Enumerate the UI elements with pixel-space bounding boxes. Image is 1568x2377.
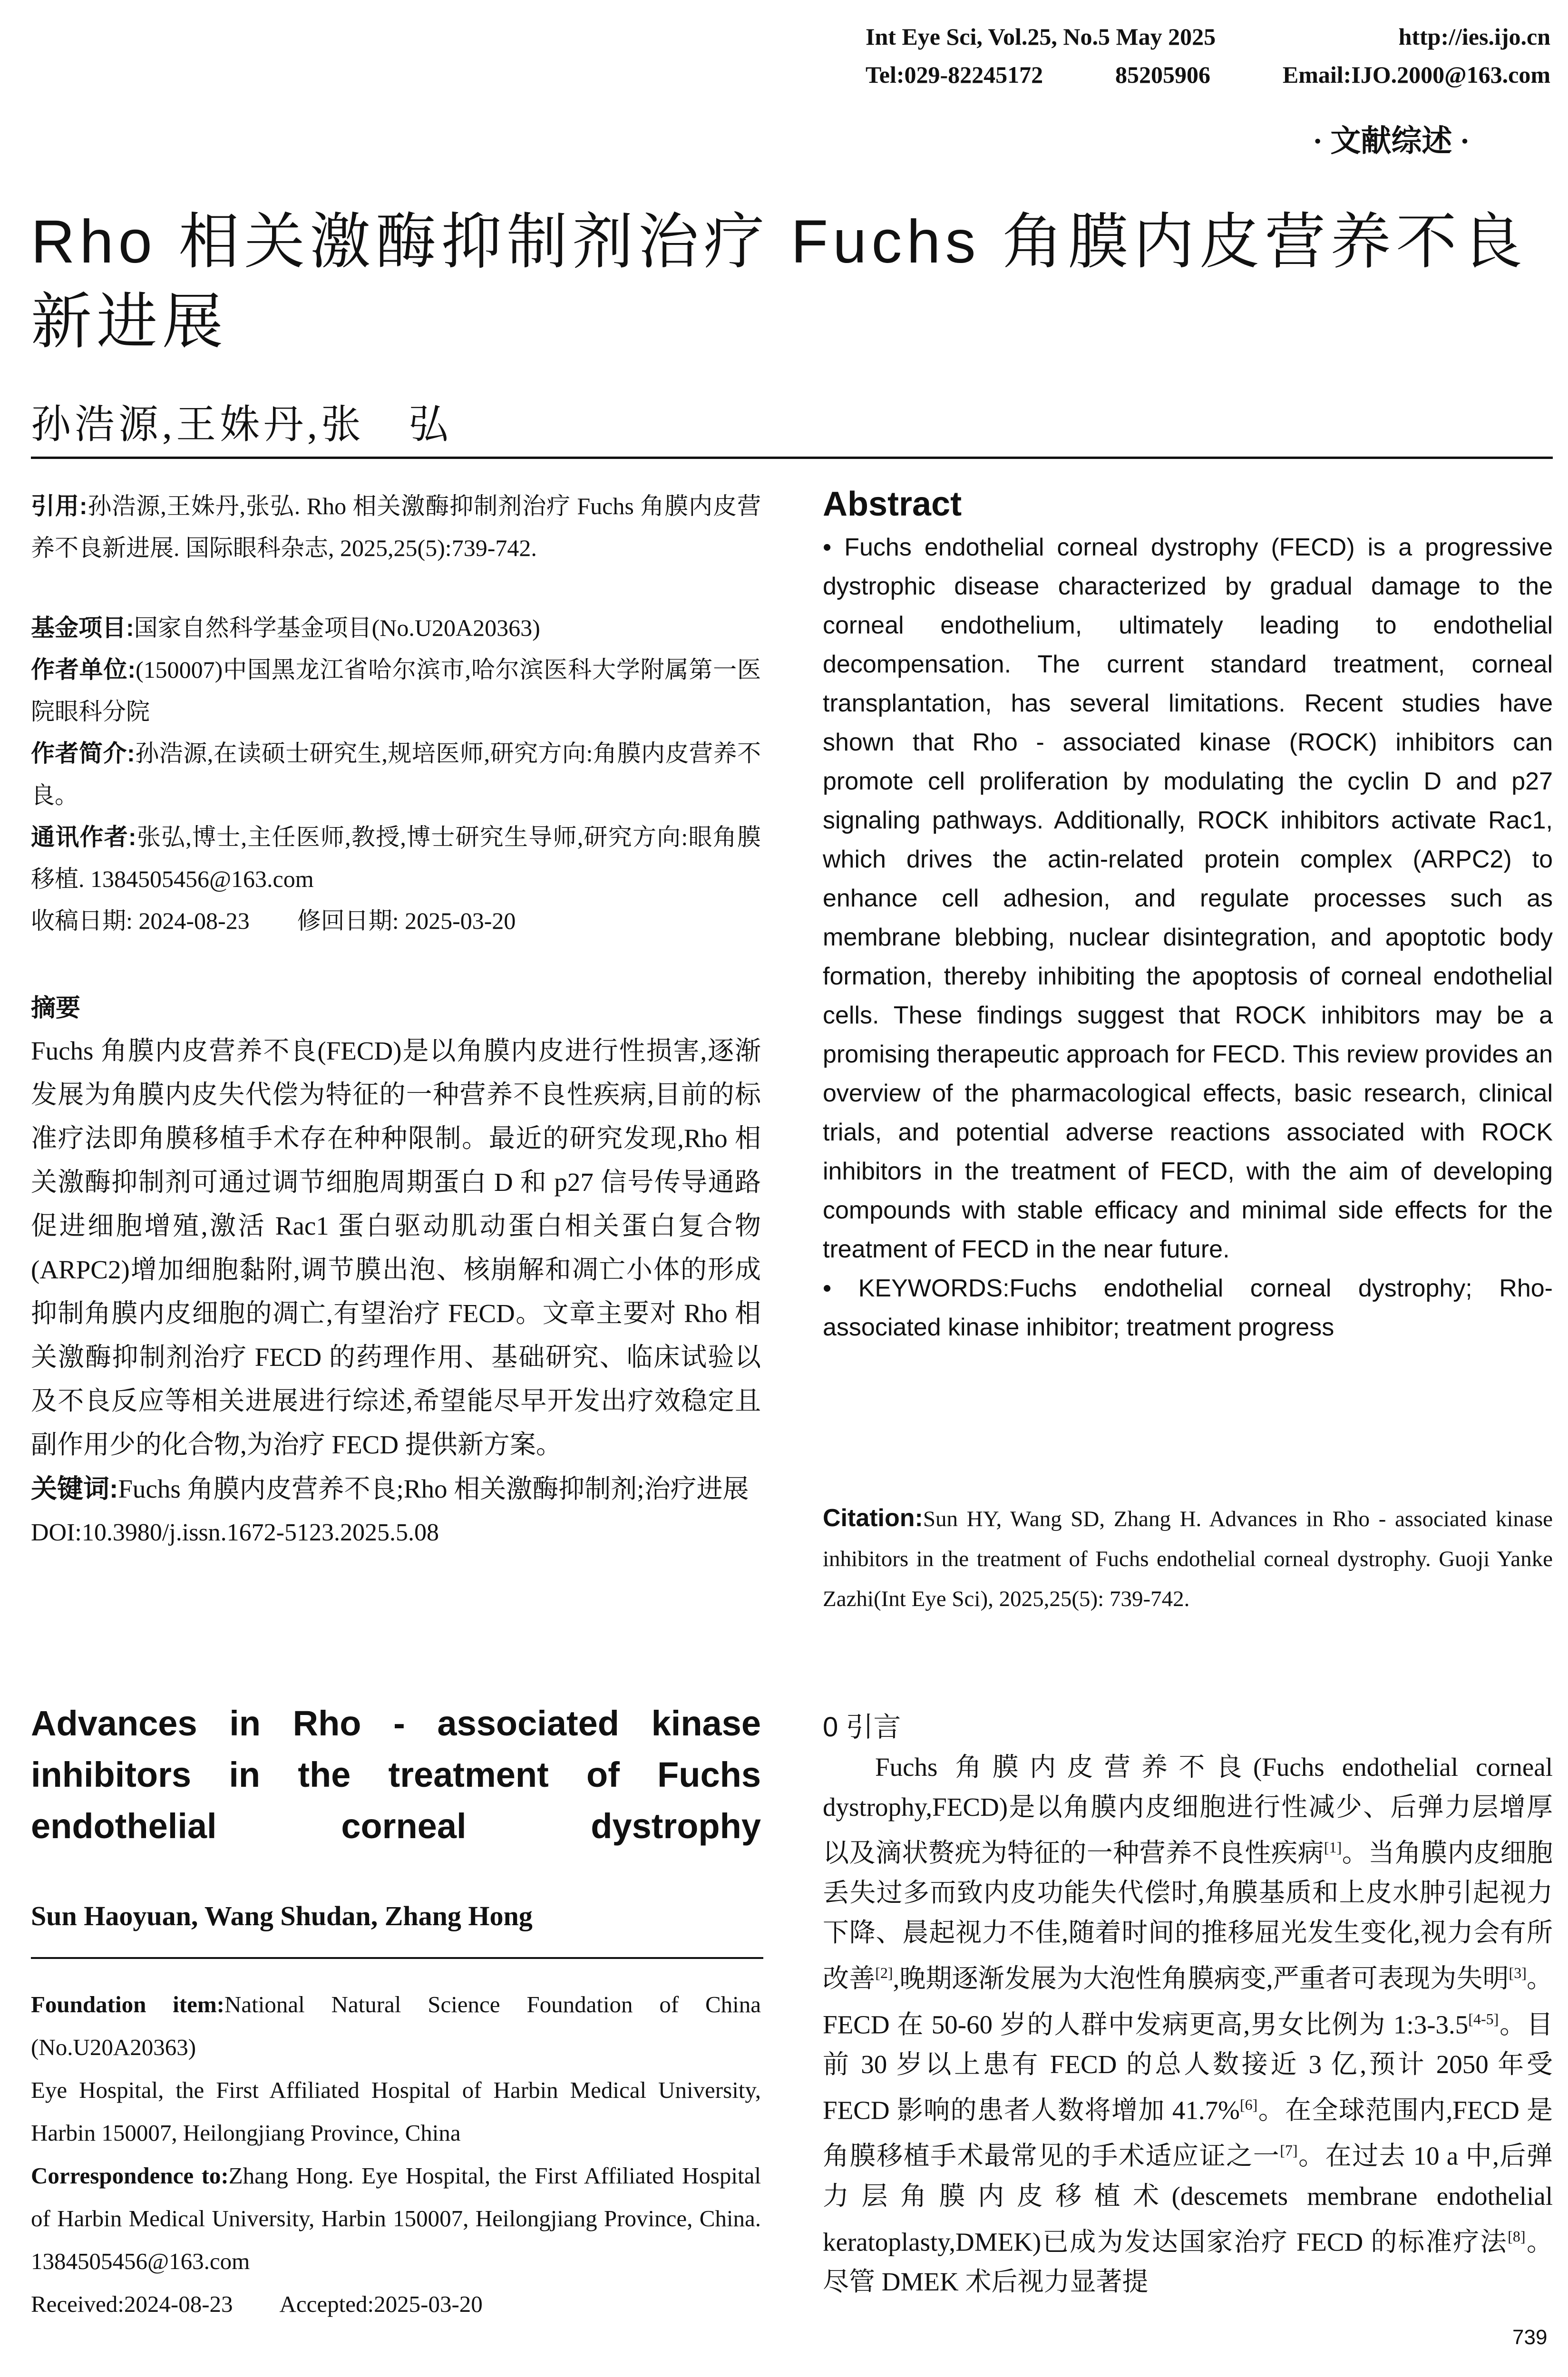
intro-text-4: 。FECD 在 50-60 岁的人群中发病更高,男女比例为 1:3-3.5 bbox=[823, 1964, 1553, 2039]
ref-7[interactable]: [8] bbox=[1508, 2227, 1526, 2245]
keywords-cn bbox=[31, 1467, 761, 1511]
abstract-cn-heading: 摘要 bbox=[31, 994, 81, 1022]
keywords-cn-label: 关键词: bbox=[31, 1474, 118, 1503]
correspondence-en-label: Correspondence to: bbox=[31, 2163, 229, 2189]
corr-label: 通讯作者: bbox=[31, 824, 136, 850]
abstract-en bbox=[823, 480, 1553, 1347]
fund-item bbox=[31, 607, 761, 649]
abstract-en-heading: Abstract bbox=[823, 485, 962, 523]
introduction bbox=[823, 1707, 1553, 2302]
unit-text: (150007)中国黑龙江省哈尔滨市,哈尔滨医科大学附属第一医院眼科分院 bbox=[31, 656, 761, 725]
intro-text-6: 。在全球范围内,FECD 是角膜移植手术最常见的手术适应证之一 bbox=[823, 2095, 1553, 2171]
keywords-en: • KEYWORDS:Fuchs endothelial corneal dystrophy; Rho-associated kinase inhibitor; treatment progress bbox=[823, 1275, 1553, 1341]
correspondence-en-text: Zhang Hong. Eye Hospital, the First Affiliated Hospital of Harbin Medical University, Harbin 150007, Heilongjiang Province, China. 1384505456@163.com bbox=[31, 2163, 761, 2274]
journal-issue: Int Eye Sci, Vol.25, No.5 May 2025 bbox=[866, 23, 1216, 50]
received-dates-cn: 收稿日期: 2024-08-23 修回日期: 2025-03-20 bbox=[31, 907, 516, 934]
citation-cn-label: 引用: bbox=[31, 493, 88, 519]
received-dates-en: Received:2024-08-23 Accepted:2025-03-20 bbox=[31, 2291, 483, 2317]
intro-text-1: Fuchs 角膜内皮营养不良(Fuchs endothelial corneal dystrophy,FECD)是以角膜内皮细胞进行性减少、后弹力层增厚以及滴状赘疣为特征的一种营养不良性疾病 bbox=[823, 1753, 1553, 1868]
correspondence-en bbox=[31, 2154, 761, 2283]
intro-paragraph bbox=[823, 1747, 1553, 2302]
corr-text: 张弘,博士,主任医师,教授,博士研究生导师,研究方向:眼角膜移植. 1384505456@163.com bbox=[31, 824, 761, 892]
corresponding-author bbox=[31, 816, 761, 900]
affiliation-en: Eye Hospital, the First Affiliated Hospital of Harbin Medical University, Harbin 150007, Heilongjiang Province, China bbox=[31, 2077, 761, 2146]
ref-3[interactable]: [3] bbox=[1509, 1964, 1527, 1982]
english-title: Advances in Rho - associated kinase inhibitors in the treatment of Fuchs endothelial corneal dystrophy bbox=[31, 1704, 761, 1846]
foundation-en-label: Foundation item: bbox=[31, 1991, 224, 2017]
ref-5[interactable]: [6] bbox=[1239, 2095, 1258, 2113]
intro-text-2: 。当角膜内皮细胞丢失过多而致内皮功能失代偿时,角膜基质和上皮水肿引起视力下降、晨起视力不佳,随着时间的推移屈光发生变化,视力会有所改善 bbox=[823, 1838, 1553, 1993]
citation-en-text: Sun HY, Wang SD, Zhang H. Advances in Rho - associated kinase inhibitors in the treatment of Fuchs endothelial corneal dystrophy. Guoji Yanke Zazhi(Int Eye Sci), 2025,25(5): 739-742. bbox=[823, 1507, 1553, 1611]
english-info bbox=[31, 1983, 761, 2326]
ref-4[interactable]: [4-5] bbox=[1468, 2010, 1499, 2027]
doi[interactable]: DOI:10.3980/j.issn.1672-5123.2025.5.08 bbox=[31, 1519, 439, 1546]
title-divider bbox=[31, 457, 1553, 459]
intro-text-5: 。目前 30 岁以上患有 FECD 的总人数接近 3 亿,预计 2050 年受 FECD 影响的患者人数将增加 41.7% bbox=[823, 2009, 1553, 2125]
ref-1[interactable]: [1] bbox=[1324, 1839, 1342, 1856]
citation-en-label: Citation: bbox=[823, 1504, 923, 1532]
keywords-cn-text: Fuchs 角膜内皮营养不良;Rho 相关激酶抑制剂;治疗进展 bbox=[118, 1474, 749, 1503]
foundation-en-text: National Natural Science Foundation of China (No.U20A20363) bbox=[31, 1991, 761, 2060]
bio-label: 作者简介: bbox=[31, 740, 135, 767]
journal-tel2: 85205906 bbox=[1115, 61, 1210, 88]
journal-url[interactable]: http://ies.ijo.cn bbox=[1398, 23, 1550, 50]
author-unit bbox=[31, 649, 761, 732]
fund-label: 基金项目: bbox=[31, 614, 134, 641]
journal-email[interactable]: Email:IJO.2000@163.com bbox=[1282, 61, 1550, 88]
ref-2[interactable]: [2] bbox=[875, 1964, 893, 1982]
abstract-cn-body: Fuchs 角膜内皮营养不良(FECD)是以角膜内皮进行性损害,逐渐发展为角膜内皮失代偿为特征的一种营养不良性疾病,目前的标准疗法即角膜移植手术存在种种限制。最近的研究发现,Rho 相关激酶抑制剂可通过调节细胞周期蛋白 D 和 p27 信号传导通路促进细胞增殖,激活 Rac1 蛋白驱动肌动蛋白相关蛋白复合物(ARPC2)增加细胞黏附,调节膜出泡、核崩解和凋亡小体的形成抑制角膜内皮细胞的凋亡,有望治疗 FECD。文章主要对 Rho 相关激酶抑制剂治疗 FECD 的药理作用、基础研究、临床试验以及不良反应等相关进展进行综述,希望能尽早开发出疗效稳定且副作用少的化合物,为治疗 FECD 提供新方案。 bbox=[31, 1036, 761, 1459]
abstract-en-body: • Fuchs endothelial corneal dystrophy (FECD) is a progressive dystrophic disease characterized by gradual damage to the corneal endothelium, ultimately leading to endothelial decompensation. The current standard treatment, corneal transplantation, has several limitations. Recent studies have shown that Rho - associated kinase (ROCK) inhibitors can promote cell proliferation by modulating the cyclin D and p27 signaling pathways. Additionally, ROCK inhibitors activate Rac1, which drives the actin-related protein complex (ARPC2) to enhance cell adhesion, and regulate processes such as membrane blebbing, nuclear disintegration, and apoptotic body formation, thereby inhibiting the apoptosis of corneal endothelial cells. These findings suggest that ROCK inhibitors may be a promising therapeutic approach for FECD. This review provides an overview of the pharmacological effects, basic research, clinical trials, and potential adverse reactions associated with ROCK inhibitors in the treatment of FECD, with the aim of developing compounds with stable efficacy and minimal side effects for the treatment of FECD in the near future. bbox=[823, 534, 1553, 1263]
intro-text-3: ,晚期逐渐发展为大泡性角膜病变,严重者可表现为失明 bbox=[893, 1964, 1509, 1993]
section-tag: · 文献综述 · bbox=[1313, 124, 1470, 158]
english-divider bbox=[31, 1957, 763, 1959]
intro-heading: 0 引言 bbox=[823, 1712, 901, 1743]
author-bio bbox=[31, 732, 761, 816]
citation-en bbox=[823, 1498, 1553, 1619]
ref-6[interactable]: [7] bbox=[1280, 2142, 1298, 2159]
foundation-en bbox=[31, 1983, 761, 2069]
intro-text-8: 。尽管 DMEK 术后视力显著提 bbox=[823, 2227, 1553, 2296]
intro-text-7: 。在过去 10 a 中,后弹力层角膜内皮移植术(descemets membrane endothelial keratoplasty,DMEK)已成为发达国家治疗 FECD 的标准疗法 bbox=[823, 2141, 1553, 2256]
journal-tel: Tel:029-82245172 bbox=[866, 61, 1043, 88]
article-title: Rho 相关激酶抑制剂治疗 Fuchs 角膜内皮营养不良新进展 bbox=[31, 208, 1528, 356]
bio-text: 孙浩源,在读硕士研究生,规培医师,研究方向:角膜内皮营养不良。 bbox=[31, 740, 761, 809]
journal-header-line1 bbox=[866, 23, 1550, 50]
english-authors: Sun Haoyuan, Wang Shudan, Zhang Hong bbox=[31, 1900, 533, 1931]
page-number: 739 bbox=[1512, 2326, 1548, 2349]
left-column-cn bbox=[31, 485, 761, 1555]
citation-cn-text: 孙浩源,王姝丹,张弘. Rho 相关激酶抑制剂治疗 Fuchs 角膜内皮营养不良新进展. 国际眼科杂志, 2025,25(5):739-742. bbox=[31, 493, 761, 561]
journal-header-line2 bbox=[866, 61, 1550, 88]
unit-label: 作者单位: bbox=[31, 656, 136, 683]
fund-text: 国家自然科学基金项目(No.U20A20363) bbox=[134, 614, 540, 641]
author-list-cn: 孙浩源,王姝丹,张 弘 bbox=[31, 403, 453, 447]
citation-cn bbox=[31, 485, 761, 569]
